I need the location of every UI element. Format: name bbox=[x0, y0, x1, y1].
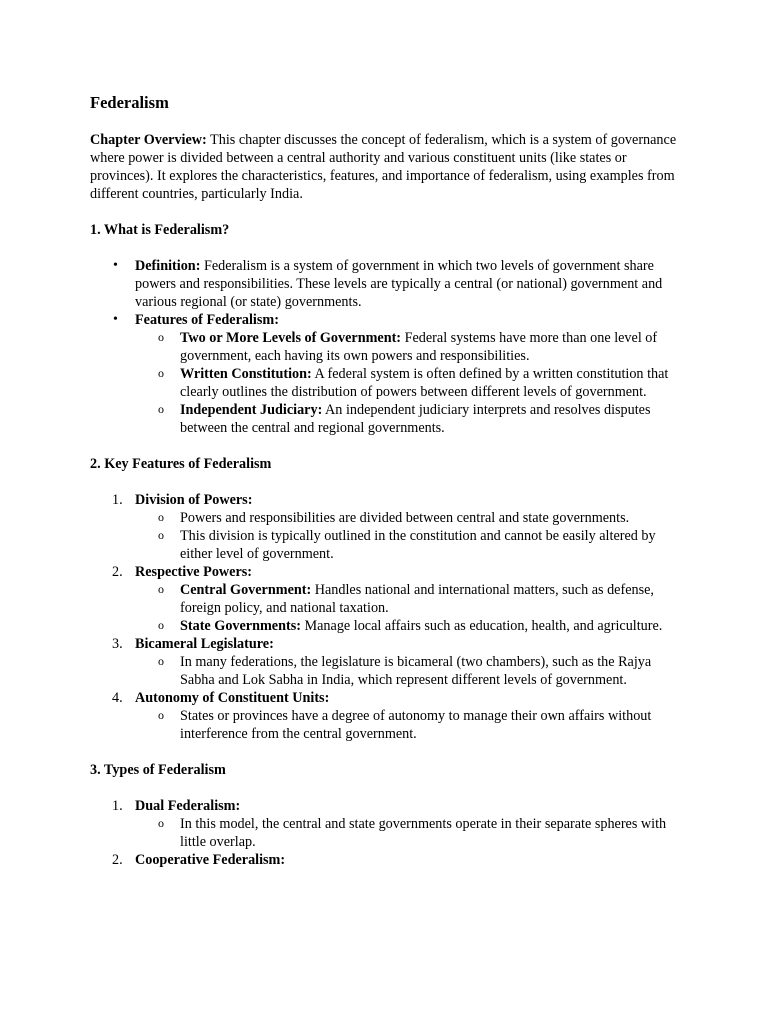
sub-item-text: Manage local affairs such as education, health, and agriculture. bbox=[300, 618, 663, 634]
overview-text: This chapter discusses the concept of federalism, which is a system of governance where power is divided between a central authority and various constituent units (like states or provinces). It explores the characteristics, features, and importance of federalism, using examples from different countries, particularly India. bbox=[90, 132, 677, 202]
numbered-item bbox=[112, 689, 680, 743]
sub-item-label: Independent Judiciary: bbox=[180, 402, 323, 418]
sub-item bbox=[180, 509, 680, 527]
sublist bbox=[135, 707, 680, 743]
sublist bbox=[135, 815, 680, 851]
overview-label: Chapter Overview: bbox=[90, 132, 207, 148]
sublist bbox=[135, 509, 680, 563]
item-label: Bicameral Legislature: bbox=[135, 636, 274, 652]
sub-item-label: Two or More Levels of Government: bbox=[180, 330, 402, 346]
sub-item bbox=[180, 401, 680, 437]
item-number: 1. bbox=[112, 798, 123, 814]
document-page bbox=[90, 92, 680, 869]
sub-item-label: Central Government: bbox=[180, 582, 312, 598]
item-number: 3. bbox=[112, 636, 123, 652]
item-number: 2. bbox=[112, 852, 123, 868]
features-label: Features of Federalism: bbox=[135, 312, 279, 328]
sub-item bbox=[180, 581, 680, 617]
numbered-item bbox=[112, 563, 680, 635]
sub-item-text: In many federations, the legislature is bicameral (two chambers), such as the Rajya Sabha and Lok Sabha in India, which represent different levels of government. bbox=[180, 654, 652, 688]
definition-text: Federalism is a system of government in which two levels of government share powers and responsibilities. These levels are typically a central (or national) government and various regional (or state) governments. bbox=[135, 258, 663, 310]
sub-item-text: States or provinces have a degree of autonomy to manage their own affairs without interference from the central government. bbox=[180, 708, 652, 742]
chapter-overview bbox=[90, 131, 680, 203]
sub-item-label: State Governments: bbox=[180, 618, 301, 634]
item-label: Cooperative Federalism: bbox=[135, 852, 286, 868]
numbered-item bbox=[112, 635, 680, 689]
item-label: Respective Powers: bbox=[135, 564, 252, 580]
document-title: Federalism bbox=[90, 93, 169, 112]
sub-item bbox=[180, 617, 680, 635]
item-label: Dual Federalism: bbox=[135, 798, 241, 814]
list-item-features bbox=[135, 311, 680, 437]
sub-item bbox=[180, 707, 680, 743]
section-heading-key-features: 2. Key Features of Federalism bbox=[90, 456, 272, 472]
item-label: Autonomy of Constituent Units: bbox=[135, 690, 330, 706]
sub-item-text: Handles national and international matters, such as defense, foreign policy, and national taxation. bbox=[180, 582, 654, 616]
item-number: 2. bbox=[112, 564, 123, 580]
sub-item-text: In this model, the central and state governments operate in their separate spheres with little overlap. bbox=[180, 816, 667, 850]
list-item-definition bbox=[135, 257, 680, 311]
sub-item bbox=[180, 815, 680, 851]
sub-item-label: Written Constitution: bbox=[180, 366, 312, 382]
definition-label: Definition: bbox=[135, 258, 201, 274]
numbered-item bbox=[112, 491, 680, 563]
sub-item-text: Powers and responsibilities are divided between central and state governments. bbox=[180, 510, 630, 526]
item-number: 4. bbox=[112, 690, 123, 706]
section-1-list bbox=[90, 257, 680, 437]
section-heading-types-of-federalism: 3. Types of Federalism bbox=[90, 762, 226, 778]
sublist bbox=[135, 581, 680, 635]
numbered-item bbox=[112, 797, 680, 851]
sub-item-text: A federal system is often defined by a written constitution that clearly outlines the distribution of powers between different levels of government. bbox=[180, 366, 669, 400]
section-3-list bbox=[90, 797, 680, 869]
sub-item bbox=[180, 527, 680, 563]
item-number: 1. bbox=[112, 492, 123, 508]
sub-item-text: Federal systems have more than one level of government, each having its own powers and responsibilities. bbox=[180, 330, 658, 364]
item-label: Division of Powers: bbox=[135, 492, 253, 508]
section-heading-what-is-federalism: 1. What is Federalism? bbox=[90, 222, 230, 238]
sub-item bbox=[180, 653, 680, 689]
sublist bbox=[135, 653, 680, 689]
sub-item bbox=[180, 365, 680, 401]
features-sublist bbox=[135, 329, 680, 437]
sub-item-text: An independent judiciary interprets and resolves disputes between the central and regional governments. bbox=[180, 402, 651, 436]
section-2-list bbox=[90, 491, 680, 743]
numbered-item bbox=[112, 851, 680, 869]
sub-item bbox=[180, 329, 680, 365]
sub-item-text: This division is typically outlined in the constitution and cannot be easily altered by either level of government. bbox=[180, 528, 656, 562]
